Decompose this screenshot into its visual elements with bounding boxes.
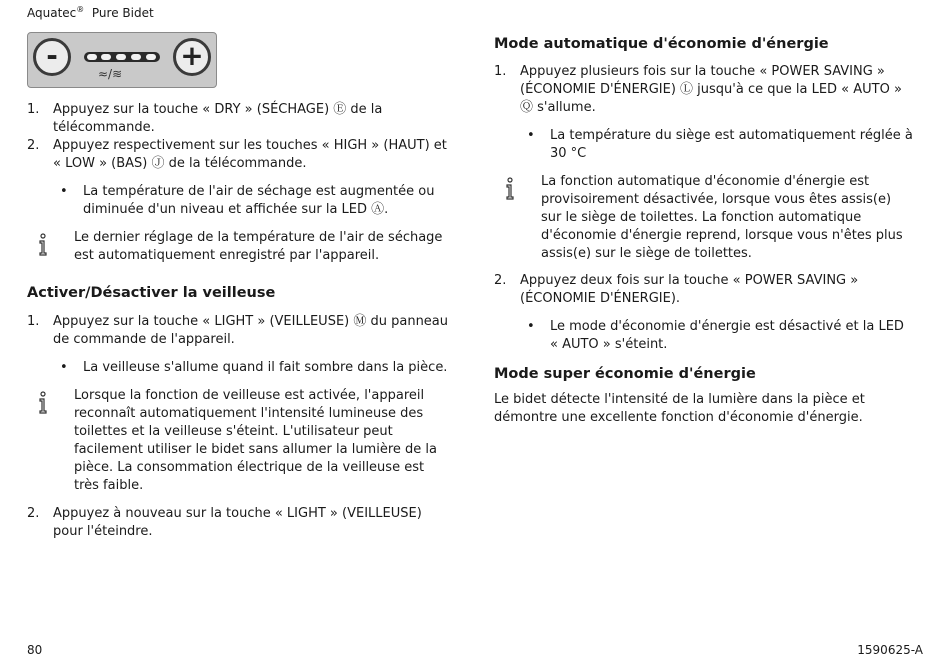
section-heading: Mode automatique d'économie d'énergie	[494, 36, 829, 52]
bullet-item	[27, 183, 449, 219]
registered-mark: ®	[76, 5, 85, 14]
bullet-text: Le mode d'économie d'énergie est désactivé et la LED « AUTO » s'éteint.	[550, 319, 904, 352]
section-heading: Activer/Désactiver la veilleuse	[27, 285, 276, 301]
info-icon	[35, 391, 51, 415]
info-note	[27, 229, 449, 265]
step-number: 2.	[27, 138, 40, 153]
info-note	[27, 387, 449, 495]
step-number: 1.	[27, 314, 40, 329]
step-item	[27, 101, 449, 137]
bullet-icon: •	[60, 184, 68, 199]
left-column	[27, 101, 449, 541]
bullet-icon: •	[60, 360, 68, 375]
step-item	[494, 63, 914, 117]
bullet-icon: •	[527, 319, 535, 334]
bullet-icon: •	[527, 128, 535, 143]
step-number: 1.	[27, 102, 40, 117]
info-note	[494, 173, 914, 263]
bullet-item	[27, 359, 449, 377]
page-header	[27, 5, 154, 20]
bullet-item	[494, 127, 914, 163]
section-heading: Mode super économie d'énergie	[494, 366, 756, 382]
plus-button-icon: +	[173, 38, 211, 76]
led-indicator-bar	[84, 52, 160, 62]
remote-control-illustration	[27, 32, 217, 88]
step-number: 2.	[27, 506, 40, 521]
product-name: Pure Bidet	[91, 6, 154, 20]
paragraph: Le bidet détecte l'intensité de la lumière dans la pièce et démontre une excellente fonction d'économie d'énergie.	[494, 392, 865, 425]
note-text: La fonction automatique d'économie d'énergie est provisoirement désactivée, lorsque vous êtes assis(e) sur le siège de toilettes. La fonction automatique d'économie d'énergie reprend, lorsque vous n'êtes plus assis(e) sur le siège de toilettes.	[541, 174, 903, 261]
bullet-text: La température du siège est automatiquement réglée à 30 °C	[550, 128, 913, 161]
brand-name: Aquatec	[27, 6, 77, 20]
led-icon	[131, 54, 141, 60]
note-text: Le dernier réglage de la température de l'air de séchage est automatiquement enregistré par l'appareil.	[74, 230, 443, 263]
page-number: 80	[27, 643, 43, 657]
step-text: Appuyez respectivement sur les touches « HIGH » (HAUT) et « LOW » (BAS) Ⓙ de la télécommande.	[53, 138, 447, 171]
step-number: 1.	[494, 64, 507, 79]
step-item	[494, 272, 914, 308]
right-column	[494, 34, 914, 427]
led-icon	[116, 54, 126, 60]
step-item	[27, 505, 449, 541]
step-number: 2.	[494, 273, 507, 288]
info-icon	[35, 233, 51, 257]
step-text: Appuyez sur la touche « DRY » (SÉCHAGE) Ⓔ de la télécommande.	[53, 102, 383, 135]
led-icon	[146, 54, 156, 60]
step-text: Appuyez deux fois sur la touche « POWER SAVING » (ÉCONOMIE D'ÉNERGIE).	[520, 273, 859, 306]
note-text: Lorsque la fonction de veilleuse est activée, l'appareil reconnaît automatiquement l'intensité lumineuse des toilettes et la veilleuse s'éteint. L'utilisateur peut facilement utiliser le bidet sans allumer la lumière de la pièce. La consommation électrique de la veilleuse est très faible.	[74, 388, 437, 493]
minus-button-icon: -	[33, 38, 71, 76]
bullet-text: La température de l'air de séchage est augmentée ou diminuée d'un niveau et affichée sur la LED Ⓐ.	[83, 184, 435, 217]
document-number: 1590625-A	[857, 643, 923, 657]
info-icon	[502, 177, 518, 201]
step-item	[27, 313, 449, 349]
bullet-item	[494, 318, 914, 354]
led-icon	[87, 54, 97, 60]
step-text: Appuyez plusieurs fois sur la touche « POWER SAVING » (ÉCONOMIE D'ÉNERGIE) Ⓛ jusqu'à ce que la LED « AUTO » Ⓠ s'allume.	[520, 64, 902, 115]
bullet-text: La veilleuse s'allume quand il fait sombre dans la pièce.	[83, 360, 448, 375]
step-item	[27, 137, 449, 173]
air-dryer-symbol-icon: ≈/≋	[98, 67, 123, 81]
step-text: Appuyez à nouveau sur la touche « LIGHT » (VEILLEUSE) pour l'éteindre.	[53, 506, 422, 539]
led-icon	[101, 54, 111, 60]
step-text: Appuyez sur la touche « LIGHT » (VEILLEUSE) Ⓜ du panneau de commande de l'appareil.	[53, 314, 449, 347]
